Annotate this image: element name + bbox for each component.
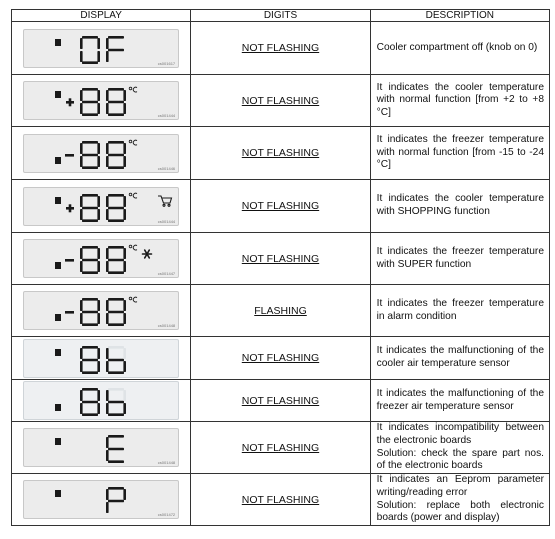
flashing-status: NOT FLASHING xyxy=(241,42,320,54)
description-text: It indicates the cooler temperature with SHOPPING function xyxy=(376,193,544,217)
display-codes-table xyxy=(11,9,550,526)
lcd-segment xyxy=(108,36,124,39)
figure-code: cs001617 xyxy=(157,60,176,66)
lcd-segment xyxy=(80,103,83,114)
header-row xyxy=(12,10,550,22)
lcd-segment xyxy=(108,48,124,51)
lcd-graphic xyxy=(24,429,180,468)
table-row xyxy=(12,380,550,422)
lcd-segment xyxy=(108,413,124,416)
lcd-segment xyxy=(82,271,98,274)
lcd-segment xyxy=(82,219,98,222)
minus-sign xyxy=(65,259,74,262)
celsius-icon xyxy=(133,297,137,302)
description-cell xyxy=(370,337,549,380)
lcd-segment xyxy=(82,246,98,249)
description-cell xyxy=(370,75,549,127)
digits-cell xyxy=(191,233,370,285)
table-row xyxy=(12,180,550,233)
lcd-segment xyxy=(106,156,109,167)
lcd-segment xyxy=(80,361,83,372)
lcd-segment xyxy=(106,261,109,272)
indicator-dot xyxy=(55,404,61,411)
lcd-graphic xyxy=(24,340,180,379)
lcd-segment xyxy=(80,348,83,359)
lcd-segment xyxy=(124,489,127,500)
display-cell xyxy=(12,380,191,422)
lcd-segment xyxy=(80,90,83,101)
description-cell xyxy=(370,180,549,233)
lcd-display xyxy=(23,428,179,467)
lcd-segment xyxy=(82,311,98,314)
digits-cell xyxy=(191,337,370,380)
celsius-icon xyxy=(133,245,137,250)
lcd-graphic xyxy=(24,30,180,69)
lcd-segment xyxy=(108,346,124,349)
display-cell xyxy=(12,22,191,75)
lcd-graphic xyxy=(24,292,180,331)
figure-code: cs001444 xyxy=(157,113,176,118)
flashing-status: NOT FLASHING xyxy=(241,441,320,454)
lcd-segment xyxy=(108,166,124,169)
lcd-segment xyxy=(98,196,101,207)
description-text: It indicates the malfunctioning of the freezer air temperature sensor xyxy=(376,387,544,412)
lcd-segment xyxy=(106,348,109,359)
indicator-dot xyxy=(55,314,61,321)
lcd-segment xyxy=(108,311,124,314)
lcd-segment xyxy=(108,500,124,503)
lcd-segment xyxy=(108,194,124,197)
celsius-icon xyxy=(133,193,137,198)
header-display: DISPLAY xyxy=(12,10,191,22)
digits-cell xyxy=(191,75,370,127)
digits-cell xyxy=(191,22,370,75)
degree-icon xyxy=(129,245,132,248)
solution-text: Solution: replace both electronic boards (power and display) xyxy=(376,499,544,524)
flashing-status: NOT FLASHING xyxy=(241,200,320,212)
minus-sign xyxy=(65,154,74,157)
lcd-graphic xyxy=(24,188,180,227)
figure-code: cs001448 xyxy=(157,460,176,465)
lcd-segment xyxy=(124,348,127,359)
lcd-segment xyxy=(124,300,127,311)
lcd-segment xyxy=(124,390,127,401)
lcd-segment xyxy=(82,61,98,64)
lcd-segment xyxy=(98,51,101,62)
table-row xyxy=(12,337,550,380)
lcd-display xyxy=(23,134,179,173)
header-description: DESCRIPTION xyxy=(370,10,549,22)
lcd-segment xyxy=(98,209,101,220)
lcd-display xyxy=(23,291,179,330)
degree-icon xyxy=(129,193,132,196)
plus-sign xyxy=(69,98,72,106)
lcd-segment xyxy=(82,194,98,197)
snowflake-icon xyxy=(143,250,152,258)
lcd-segment xyxy=(124,156,127,167)
figure-code: cs001444 xyxy=(157,218,176,224)
lcd-segment xyxy=(82,388,98,391)
lcd-segment xyxy=(106,390,109,401)
lcd-segment xyxy=(82,259,98,262)
lcd-segment xyxy=(108,141,124,144)
lcd-segment xyxy=(108,487,124,490)
description-cell xyxy=(370,380,549,422)
indicator-dot xyxy=(55,349,61,356)
lcd-segment xyxy=(98,38,101,49)
lcd-segment xyxy=(106,143,109,154)
figure-code: cs001472 xyxy=(157,512,176,517)
lcd-segment xyxy=(124,361,127,372)
lcd-segment xyxy=(80,143,83,154)
lcd-segment xyxy=(124,248,127,259)
lcd-segment xyxy=(124,90,127,101)
description-text: It indicates the freezer temperature in alarm condition xyxy=(376,297,544,322)
lcd-segment xyxy=(80,51,83,62)
description-cell xyxy=(370,422,549,474)
description-cell xyxy=(370,474,549,526)
lcd-segment xyxy=(82,101,98,104)
lcd-segment xyxy=(82,298,98,301)
lcd-segment xyxy=(98,300,101,311)
lcd-segment xyxy=(108,246,124,249)
table-row xyxy=(12,285,550,337)
figure-code: cs001448 xyxy=(157,323,176,328)
indicator-dot xyxy=(55,490,61,497)
lcd-segment xyxy=(108,298,124,301)
table-row xyxy=(12,22,550,75)
lcd-segment xyxy=(82,401,98,404)
plus-sign xyxy=(69,204,72,212)
description-cell xyxy=(370,233,549,285)
description-cell xyxy=(370,22,549,75)
lcd-segment xyxy=(108,323,124,326)
display-cell xyxy=(12,285,191,337)
lcd-segment xyxy=(82,141,98,144)
digits-cell xyxy=(191,380,370,422)
minus-sign xyxy=(65,311,74,314)
lcd-segment xyxy=(82,88,98,91)
celsius-icon xyxy=(133,87,137,92)
lcd-display xyxy=(23,187,179,226)
lcd-segment xyxy=(106,300,109,311)
description-text: It indicates the freezer temperature with normal function [from -15 to -24 °C] xyxy=(376,134,544,171)
indicator-dot xyxy=(55,262,61,269)
lcd-segment xyxy=(106,248,109,259)
display-cell xyxy=(12,75,191,127)
celsius-icon xyxy=(133,140,137,145)
table-row xyxy=(12,474,550,526)
lcd-segment xyxy=(98,156,101,167)
lcd-segment xyxy=(106,103,109,114)
lcd-segment xyxy=(82,413,98,416)
description-text: It indicates the freezer temperature with SUPER function xyxy=(376,245,544,270)
digits-cell xyxy=(191,474,370,526)
table-row xyxy=(12,233,550,285)
lcd-segment xyxy=(82,113,98,116)
lcd-graphic xyxy=(24,82,180,121)
lcd-segment xyxy=(80,156,83,167)
lcd-segment xyxy=(82,206,98,209)
digits-cell xyxy=(191,180,370,233)
lcd-segment xyxy=(124,196,127,207)
lcd-segment xyxy=(98,390,101,401)
lcd-segment xyxy=(108,219,124,222)
lcd-segment xyxy=(108,460,124,463)
table-row xyxy=(12,127,550,180)
description-cell xyxy=(370,285,549,337)
lcd-segment xyxy=(82,371,98,374)
indicator-dot xyxy=(55,39,61,46)
flashing-status: NOT FLASHING xyxy=(241,94,320,107)
indicator-dot xyxy=(55,438,61,445)
lcd-segment xyxy=(124,261,127,272)
description-text: It indicates the cooler temperature with normal function [from +2 to +8 °C] xyxy=(376,81,544,118)
lcd-segment xyxy=(108,206,124,209)
lcd-segment xyxy=(124,313,127,324)
degree-icon xyxy=(129,87,132,90)
lcd-segment xyxy=(108,271,124,274)
lcd-segment xyxy=(80,300,83,311)
flashing-status: NOT FLASHING xyxy=(241,147,320,159)
lcd-segment xyxy=(98,90,101,101)
lcd-graphic xyxy=(24,382,180,421)
lcd-segment xyxy=(108,113,124,116)
lcd-segment xyxy=(108,101,124,104)
solution-text: Solution: check the spare part nos. of the electronic boards xyxy=(376,447,544,472)
lcd-segment xyxy=(124,103,127,114)
lcd-segment xyxy=(98,403,101,414)
lcd-segment xyxy=(106,403,109,414)
lcd-graphic xyxy=(24,481,180,520)
digits-cell xyxy=(191,127,370,180)
description-text: Cooler compartment off (knob on 0) xyxy=(376,41,538,53)
lcd-segment xyxy=(82,346,98,349)
shopping-cart-icon xyxy=(158,196,172,206)
lcd-segment xyxy=(98,143,101,154)
lcd-segment xyxy=(98,248,101,259)
lcd-segment xyxy=(82,358,98,361)
figure-code: cs001447 xyxy=(157,271,176,276)
digits-cell xyxy=(191,422,370,474)
lcd-display xyxy=(23,81,179,120)
lcd-segment xyxy=(106,209,109,220)
description-text: It indicates an Eeprom parameter writing/reading error xyxy=(376,474,544,498)
lcd-segment xyxy=(108,153,124,156)
table-row xyxy=(12,422,550,474)
lcd-segment xyxy=(106,502,109,513)
lcd-segment xyxy=(108,448,124,451)
lcd-segment xyxy=(98,103,101,114)
indicator-dot xyxy=(55,91,61,98)
lcd-display xyxy=(23,339,179,378)
lcd-segment xyxy=(80,261,83,272)
table-body xyxy=(12,22,550,526)
flashing-status: NOT FLASHING xyxy=(241,493,320,506)
lcd-segment xyxy=(108,388,124,391)
flashing-status: FLASHING xyxy=(254,304,307,317)
lcd-segment xyxy=(108,259,124,262)
display-cell xyxy=(12,233,191,285)
degree-icon xyxy=(129,140,132,143)
flashing-status: NOT FLASHING xyxy=(241,252,320,265)
degree-icon xyxy=(129,297,132,300)
lcd-segment xyxy=(106,450,109,461)
flashing-status: NOT FLASHING xyxy=(241,394,320,407)
lcd-display xyxy=(23,381,179,420)
lcd-segment xyxy=(98,348,101,359)
lcd-graphic xyxy=(24,135,180,174)
display-cell xyxy=(12,180,191,233)
display-cell xyxy=(12,337,191,380)
lcd-segment xyxy=(80,390,83,401)
digits-cell xyxy=(191,285,370,337)
lcd-segment xyxy=(108,88,124,91)
indicator-dot xyxy=(55,157,61,164)
lcd-graphic xyxy=(24,240,180,279)
lcd-segment xyxy=(82,36,98,39)
description-text: It indicates incompatibility between the electronic boards xyxy=(376,422,544,446)
header-digits: DIGITS xyxy=(191,10,370,22)
lcd-segment xyxy=(124,403,127,414)
lcd-segment xyxy=(80,313,83,324)
lcd-segment xyxy=(108,435,124,438)
lcd-segment xyxy=(80,209,83,220)
lcd-segment xyxy=(108,401,124,404)
lcd-segment xyxy=(106,51,109,62)
display-cell xyxy=(12,127,191,180)
lcd-segment xyxy=(82,153,98,156)
lcd-segment xyxy=(106,361,109,372)
lcd-display xyxy=(23,480,179,519)
description-text: It indicates the malfunctioning of the cooler air temperature sensor xyxy=(376,345,544,369)
lcd-segment xyxy=(108,371,124,374)
flashing-status: NOT FLASHING xyxy=(241,352,320,364)
lcd-display xyxy=(23,29,179,68)
figure-code: cs001446 xyxy=(157,165,176,171)
lcd-display xyxy=(23,239,179,278)
indicator-dot xyxy=(55,197,61,204)
lcd-segment xyxy=(82,166,98,169)
display-cell xyxy=(12,474,191,526)
lcd-segment xyxy=(80,403,83,414)
lcd-segment xyxy=(106,489,109,500)
lcd-segment xyxy=(82,323,98,326)
lcd-segment xyxy=(98,361,101,372)
lcd-segment xyxy=(108,358,124,361)
lcd-segment xyxy=(80,248,83,259)
lcd-segment xyxy=(98,313,101,324)
display-cell xyxy=(12,422,191,474)
lcd-segment xyxy=(106,437,109,448)
lcd-segment xyxy=(80,196,83,207)
lcd-segment xyxy=(106,38,109,49)
lcd-segment xyxy=(106,196,109,207)
lcd-segment xyxy=(124,143,127,154)
lcd-segment xyxy=(106,313,109,324)
lcd-segment xyxy=(80,38,83,49)
table-row xyxy=(12,75,550,127)
lcd-segment xyxy=(98,261,101,272)
description-cell xyxy=(370,127,549,180)
lcd-segment xyxy=(124,209,127,220)
lcd-segment xyxy=(106,90,109,101)
